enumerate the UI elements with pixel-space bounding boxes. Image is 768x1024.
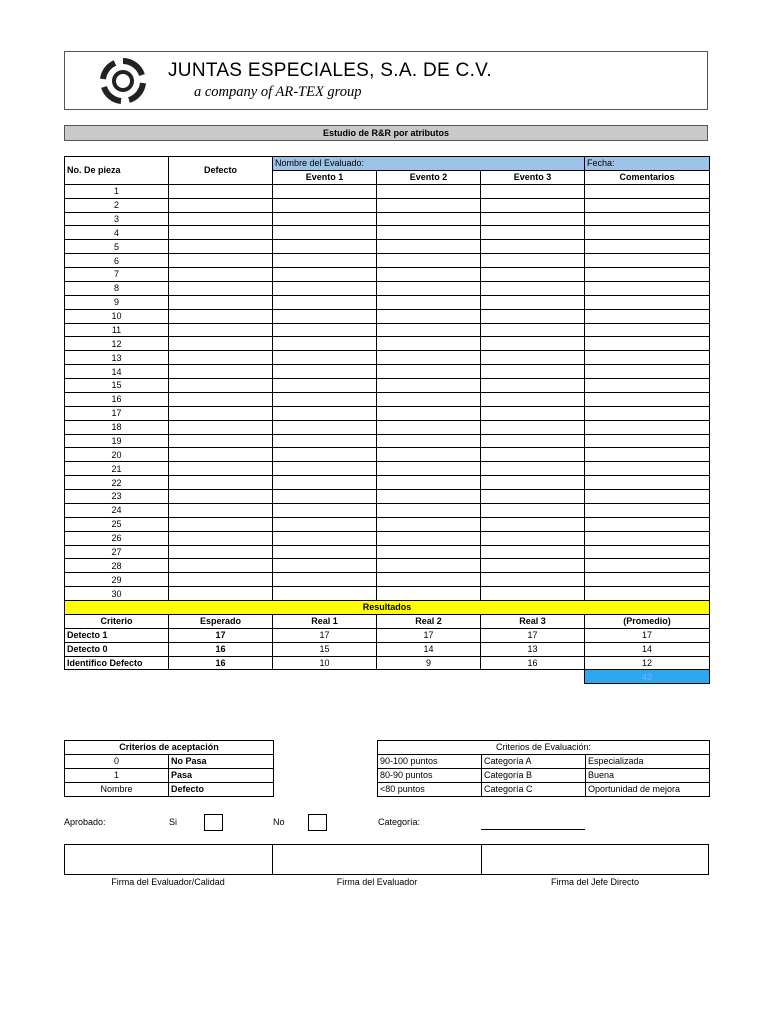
table-row	[65, 212, 710, 226]
comentarios-cell[interactable]	[585, 379, 710, 393]
evento-3-cell[interactable]	[481, 295, 585, 309]
evento-3-cell[interactable]	[481, 503, 585, 517]
results-promedio: 17	[585, 628, 710, 642]
evento-3-cell[interactable]	[481, 337, 585, 351]
comentarios-cell[interactable]	[585, 573, 710, 587]
results-header-criterio: Criterio	[65, 614, 169, 628]
evento-1-cell[interactable]	[273, 503, 377, 517]
defecto-cell[interactable]	[169, 503, 273, 517]
results-header-real-3: Real 3	[481, 614, 585, 628]
evento-3-cell[interactable]	[481, 448, 585, 462]
evento-2-cell[interactable]	[377, 406, 481, 420]
table-row	[65, 490, 710, 504]
column-header-evento-1: Evento 1	[273, 170, 377, 184]
evaluation-table	[64, 156, 710, 684]
table-row	[65, 559, 710, 573]
evento-2-cell[interactable]	[377, 351, 481, 365]
evento-2-cell[interactable]	[377, 462, 481, 476]
evento-3-cell[interactable]	[481, 434, 585, 448]
company-logo-icon	[99, 57, 147, 105]
evento-3-cell[interactable]	[481, 420, 585, 434]
piece-number: 2	[65, 198, 169, 212]
evaluation-puntos: 90-100 puntos	[378, 754, 482, 768]
table-row	[65, 462, 710, 476]
comentarios-cell[interactable]	[585, 545, 710, 559]
evento-3-cell[interactable]	[481, 212, 585, 226]
defecto-cell[interactable]	[169, 198, 273, 212]
column-header-pieza: No. De pieza	[65, 157, 169, 185]
evento-3-cell[interactable]	[481, 531, 585, 545]
evento-3-cell[interactable]	[481, 476, 585, 490]
piece-number: 14	[65, 365, 169, 379]
defecto-cell[interactable]	[169, 531, 273, 545]
table-row	[65, 587, 710, 601]
results-real-2: 9	[377, 656, 481, 670]
comentarios-cell[interactable]	[585, 392, 710, 406]
evaluation-categoria: Categoría C	[482, 782, 586, 796]
evento-2-cell[interactable]	[377, 254, 481, 268]
defecto-cell[interactable]	[169, 240, 273, 254]
evento-2-cell[interactable]	[377, 281, 481, 295]
total-score: 43	[585, 670, 710, 684]
comentarios-cell[interactable]	[585, 406, 710, 420]
defecto-cell[interactable]	[169, 587, 273, 601]
comentarios-cell[interactable]	[585, 531, 710, 545]
evento-1-cell[interactable]	[273, 337, 377, 351]
piece-number: 23	[65, 490, 169, 504]
evento-2-cell[interactable]	[377, 309, 481, 323]
evento-2-cell[interactable]	[377, 212, 481, 226]
comentarios-cell[interactable]	[585, 240, 710, 254]
evaluation-criteria-table	[377, 740, 710, 797]
results-row	[65, 642, 710, 656]
evaluation-criteria-title: Criterios de Evaluación:	[378, 741, 710, 755]
signature-label-evaluador: Firma del Evaluador	[336, 877, 418, 887]
evento-1-cell[interactable]	[273, 240, 377, 254]
comentarios-cell[interactable]	[585, 517, 710, 531]
evaluation-nivel: Especializada	[586, 754, 710, 768]
comentarios-cell[interactable]	[585, 448, 710, 462]
evaluation-row	[378, 782, 710, 796]
evento-2-cell[interactable]	[377, 503, 481, 517]
comentarios-cell[interactable]	[585, 587, 710, 601]
table-header-row-1	[65, 157, 710, 171]
evaluation-categoria: Categoría A	[482, 754, 586, 768]
results-esperado: 17	[169, 628, 273, 642]
column-header-evento-2: Evento 2	[377, 170, 481, 184]
piece-number: 13	[65, 351, 169, 365]
defecto-cell[interactable]	[169, 254, 273, 268]
defecto-cell[interactable]	[169, 212, 273, 226]
table-row	[65, 392, 710, 406]
piece-number: 28	[65, 559, 169, 573]
piece-number: 22	[65, 476, 169, 490]
table-row	[65, 365, 710, 379]
defecto-cell[interactable]	[169, 476, 273, 490]
piece-number: 3	[65, 212, 169, 226]
table-row	[65, 184, 710, 198]
comentarios-cell[interactable]	[585, 365, 710, 379]
piece-number: 27	[65, 545, 169, 559]
evento-2-cell[interactable]	[377, 379, 481, 393]
evento-2-cell[interactable]	[377, 337, 481, 351]
acceptance-key: 0	[65, 754, 169, 768]
evento-1-cell[interactable]	[273, 517, 377, 531]
evento-2-cell[interactable]	[377, 448, 481, 462]
evento-1-cell[interactable]	[273, 406, 377, 420]
piece-number: 21	[65, 462, 169, 476]
table-row	[65, 420, 710, 434]
defecto-cell[interactable]	[169, 420, 273, 434]
results-header-real-2: Real 2	[377, 614, 481, 628]
comentarios-cell[interactable]	[585, 268, 710, 282]
table-row	[65, 281, 710, 295]
acceptance-row	[65, 768, 274, 782]
evaluation-nivel: Buena	[586, 768, 710, 782]
acceptance-value: No Pasa	[169, 754, 274, 768]
piece-number: 6	[65, 254, 169, 268]
piece-number: 20	[65, 448, 169, 462]
evento-1-cell[interactable]	[273, 281, 377, 295]
table-row	[65, 309, 710, 323]
evento-2-cell[interactable]	[377, 184, 481, 198]
comentarios-cell[interactable]	[585, 309, 710, 323]
si-checkbox[interactable]	[204, 814, 223, 831]
results-header-row	[65, 614, 710, 628]
evento-3-cell[interactable]	[481, 351, 585, 365]
evento-2-cell[interactable]	[377, 587, 481, 601]
evento-1-cell[interactable]	[273, 212, 377, 226]
piece-number: 11	[65, 323, 169, 337]
comentarios-cell[interactable]	[585, 184, 710, 198]
results-criterio: Identifico Defecto	[65, 656, 169, 670]
evento-3-cell[interactable]	[481, 587, 585, 601]
comentarios-cell[interactable]	[585, 351, 710, 365]
results-real-3: 17	[481, 628, 585, 642]
evento-2-cell[interactable]	[377, 420, 481, 434]
comentarios-cell[interactable]	[585, 559, 710, 573]
evaluation-row	[378, 754, 710, 768]
evento-2-cell[interactable]	[377, 434, 481, 448]
evento-3-cell[interactable]	[481, 323, 585, 337]
evento-2-cell[interactable]	[377, 295, 481, 309]
evento-3-cell[interactable]	[481, 254, 585, 268]
company-tagline: a company of AR-TEX group	[194, 84, 362, 100]
column-header-evento-3: Evento 3	[481, 170, 585, 184]
signature-label-calidad: Firma del Evaluador/Calidad	[111, 877, 225, 887]
piece-number: 30	[65, 587, 169, 601]
defecto-cell[interactable]	[169, 517, 273, 531]
comentarios-cell[interactable]	[585, 503, 710, 517]
evento-1-cell[interactable]	[273, 392, 377, 406]
piece-number: 1	[65, 184, 169, 198]
signature-field-evaluador[interactable]	[273, 845, 480, 874]
evento-1-cell[interactable]	[273, 490, 377, 504]
comentarios-cell[interactable]	[585, 420, 710, 434]
piece-number: 19	[65, 434, 169, 448]
results-esperado: 16	[169, 642, 273, 656]
evento-1-cell[interactable]	[273, 226, 377, 240]
column-header-comentarios: Comentarios	[585, 170, 710, 184]
categoria-label: Categoría:	[378, 817, 421, 827]
evento-3-cell[interactable]	[481, 309, 585, 323]
table-row	[65, 323, 710, 337]
evento-1-cell[interactable]	[273, 531, 377, 545]
evento-2-cell[interactable]	[377, 365, 481, 379]
aprobado-label: Aprobado:	[64, 817, 106, 827]
evento-2-cell[interactable]	[377, 531, 481, 545]
table-row	[65, 476, 710, 490]
table-row	[65, 351, 710, 365]
evento-3-cell[interactable]	[481, 379, 585, 393]
comentarios-cell[interactable]	[585, 212, 710, 226]
defecto-cell[interactable]	[169, 268, 273, 282]
evento-1-cell[interactable]	[273, 323, 377, 337]
piece-number: 26	[65, 531, 169, 545]
evento-2-cell[interactable]	[377, 545, 481, 559]
defecto-cell[interactable]	[169, 392, 273, 406]
results-title: Resultados	[65, 601, 710, 615]
evento-1-cell[interactable]	[273, 559, 377, 573]
results-promedio: 12	[585, 656, 710, 670]
evento-1-cell[interactable]	[273, 573, 377, 587]
evento-2-cell[interactable]	[377, 268, 481, 282]
results-promedio: 14	[585, 642, 710, 656]
evento-2-cell[interactable]	[377, 226, 481, 240]
acceptance-row	[65, 782, 274, 796]
comentarios-cell[interactable]	[585, 281, 710, 295]
results-header-esperado: Esperado	[169, 614, 273, 628]
comentarios-cell[interactable]	[585, 254, 710, 268]
piece-number: 4	[65, 226, 169, 240]
piece-number: 17	[65, 406, 169, 420]
defecto-cell[interactable]	[169, 226, 273, 240]
acceptance-row	[65, 754, 274, 768]
evento-3-cell[interactable]	[481, 184, 585, 198]
evaluation-puntos: <80 puntos	[378, 782, 482, 796]
score-row	[65, 670, 710, 684]
defecto-cell[interactable]	[169, 184, 273, 198]
evento-1-cell[interactable]	[273, 476, 377, 490]
acceptance-key: 1	[65, 768, 169, 782]
evento-3-cell[interactable]	[481, 462, 585, 476]
signature-field-calidad[interactable]	[65, 845, 271, 874]
evento-2-cell[interactable]	[377, 198, 481, 212]
piece-number: 16	[65, 392, 169, 406]
evento-1-cell[interactable]	[273, 434, 377, 448]
acceptance-key: Nombre	[65, 782, 169, 796]
defecto-cell[interactable]	[169, 434, 273, 448]
piece-number: 5	[65, 240, 169, 254]
evento-3-cell[interactable]	[481, 573, 585, 587]
piece-number: 15	[65, 379, 169, 393]
comentarios-cell[interactable]	[585, 337, 710, 351]
evaluation-row	[378, 768, 710, 782]
evento-3-cell[interactable]	[481, 226, 585, 240]
acceptance-value: Pasa	[169, 768, 274, 782]
evento-1-cell[interactable]	[273, 545, 377, 559]
comentarios-cell[interactable]	[585, 476, 710, 490]
defecto-cell[interactable]	[169, 309, 273, 323]
evento-3-cell[interactable]	[481, 281, 585, 295]
evento-3-cell[interactable]	[481, 268, 585, 282]
defecto-cell[interactable]	[169, 351, 273, 365]
company-name: JUNTAS ESPECIALES, S.A. DE C.V.	[168, 60, 492, 81]
table-row	[65, 531, 710, 545]
table-row	[65, 379, 710, 393]
acceptance-criteria-table	[64, 740, 274, 797]
evento-1-cell[interactable]	[273, 184, 377, 198]
defecto-cell[interactable]	[169, 379, 273, 393]
evento-2-cell[interactable]	[377, 392, 481, 406]
table-row	[65, 226, 710, 240]
defecto-cell[interactable]	[169, 573, 273, 587]
evento-1-cell[interactable]	[273, 268, 377, 282]
evento-2-cell[interactable]	[377, 240, 481, 254]
evento-2-cell[interactable]	[377, 517, 481, 531]
evento-3-cell[interactable]	[481, 406, 585, 420]
defecto-cell[interactable]	[169, 406, 273, 420]
table-row	[65, 573, 710, 587]
evento-3-cell[interactable]	[481, 240, 585, 254]
piece-number: 29	[65, 573, 169, 587]
table-row	[65, 198, 710, 212]
column-header-defecto: Defecto	[169, 157, 273, 185]
defecto-cell[interactable]	[169, 365, 273, 379]
evento-2-cell[interactable]	[377, 573, 481, 587]
evento-3-cell[interactable]	[481, 490, 585, 504]
signature-label-jefe: Firma del Jefe Directo	[550, 877, 640, 887]
comentarios-cell[interactable]	[585, 226, 710, 240]
defecto-cell[interactable]	[169, 323, 273, 337]
evento-2-cell[interactable]	[377, 490, 481, 504]
table-row	[65, 295, 710, 309]
results-row	[65, 628, 710, 642]
no-checkbox[interactable]	[308, 814, 327, 831]
evento-3-cell[interactable]	[481, 545, 585, 559]
results-real-2: 14	[377, 642, 481, 656]
evento-1-cell[interactable]	[273, 448, 377, 462]
document-title: Estudio de R&R por atributos	[64, 125, 708, 141]
comentarios-cell[interactable]	[585, 295, 710, 309]
defecto-cell[interactable]	[169, 295, 273, 309]
evento-3-cell[interactable]	[481, 517, 585, 531]
evento-1-cell[interactable]	[273, 420, 377, 434]
table-row	[65, 545, 710, 559]
piece-number: 8	[65, 281, 169, 295]
results-title-row	[65, 601, 710, 615]
table-row	[65, 517, 710, 531]
evaluation-puntos: 80-90 puntos	[378, 768, 482, 782]
piece-number: 18	[65, 420, 169, 434]
defecto-cell[interactable]	[169, 281, 273, 295]
comentarios-cell[interactable]	[585, 434, 710, 448]
defecto-cell[interactable]	[169, 545, 273, 559]
results-real-1: 17	[273, 628, 377, 642]
results-row	[65, 656, 710, 670]
table-row	[65, 337, 710, 351]
results-real-2: 17	[377, 628, 481, 642]
defecto-cell[interactable]	[169, 462, 273, 476]
evento-1-cell[interactable]	[273, 295, 377, 309]
piece-number: 7	[65, 268, 169, 282]
table-row	[65, 240, 710, 254]
evaluation-categoria: Categoría B	[482, 768, 586, 782]
evento-2-cell[interactable]	[377, 323, 481, 337]
evento-1-cell[interactable]	[273, 365, 377, 379]
results-criterio: Detecto 0	[65, 642, 169, 656]
results-header-real-1: Real 1	[273, 614, 377, 628]
table-row	[65, 406, 710, 420]
table-row	[65, 434, 710, 448]
piece-number: 24	[65, 503, 169, 517]
comentarios-cell[interactable]	[585, 198, 710, 212]
defecto-cell[interactable]	[169, 448, 273, 462]
results-header-promedio: (Promedio)	[585, 614, 710, 628]
table-row	[65, 503, 710, 517]
piece-rows	[65, 184, 710, 600]
evento-1-cell[interactable]	[273, 462, 377, 476]
evento-1-cell[interactable]	[273, 198, 377, 212]
results-esperado: 16	[169, 656, 273, 670]
table-row	[65, 254, 710, 268]
nombre-evaluado-field[interactable]: Nombre del Evaluado:	[273, 157, 585, 171]
fecha-field[interactable]: Fecha:	[585, 157, 710, 171]
evento-3-cell[interactable]	[481, 365, 585, 379]
acceptance-criteria-title: Criterios de aceptación	[65, 741, 274, 755]
evento-1-cell[interactable]	[273, 379, 377, 393]
comentarios-cell[interactable]	[585, 490, 710, 504]
evento-1-cell[interactable]	[273, 309, 377, 323]
comentarios-cell[interactable]	[585, 462, 710, 476]
results-real-1: 10	[273, 656, 377, 670]
evento-3-cell[interactable]	[481, 392, 585, 406]
results-criterio: Detecto 1	[65, 628, 169, 642]
results-real-3: 13	[481, 642, 585, 656]
evento-1-cell[interactable]	[273, 351, 377, 365]
results-real-3: 16	[481, 656, 585, 670]
table-row	[65, 268, 710, 282]
defecto-cell[interactable]	[169, 559, 273, 573]
defecto-cell[interactable]	[169, 490, 273, 504]
results-real-1: 15	[273, 642, 377, 656]
table-row	[65, 448, 710, 462]
piece-number: 12	[65, 337, 169, 351]
defecto-cell[interactable]	[169, 337, 273, 351]
si-label: Si	[169, 817, 178, 827]
evento-1-cell[interactable]	[273, 254, 377, 268]
evento-1-cell[interactable]	[273, 587, 377, 601]
categoria-input-line[interactable]	[481, 829, 585, 830]
evaluation-nivel: Oportunidad de mejora	[586, 782, 710, 796]
evento-3-cell[interactable]	[481, 198, 585, 212]
evento-2-cell[interactable]	[377, 476, 481, 490]
piece-number: 9	[65, 295, 169, 309]
acceptance-value: Defecto	[169, 782, 274, 796]
piece-number: 10	[65, 309, 169, 323]
evento-3-cell[interactable]	[481, 559, 585, 573]
piece-number: 25	[65, 517, 169, 531]
evento-2-cell[interactable]	[377, 559, 481, 573]
signature-field-jefe[interactable]	[482, 845, 708, 874]
no-label: No	[273, 817, 285, 827]
comentarios-cell[interactable]	[585, 323, 710, 337]
